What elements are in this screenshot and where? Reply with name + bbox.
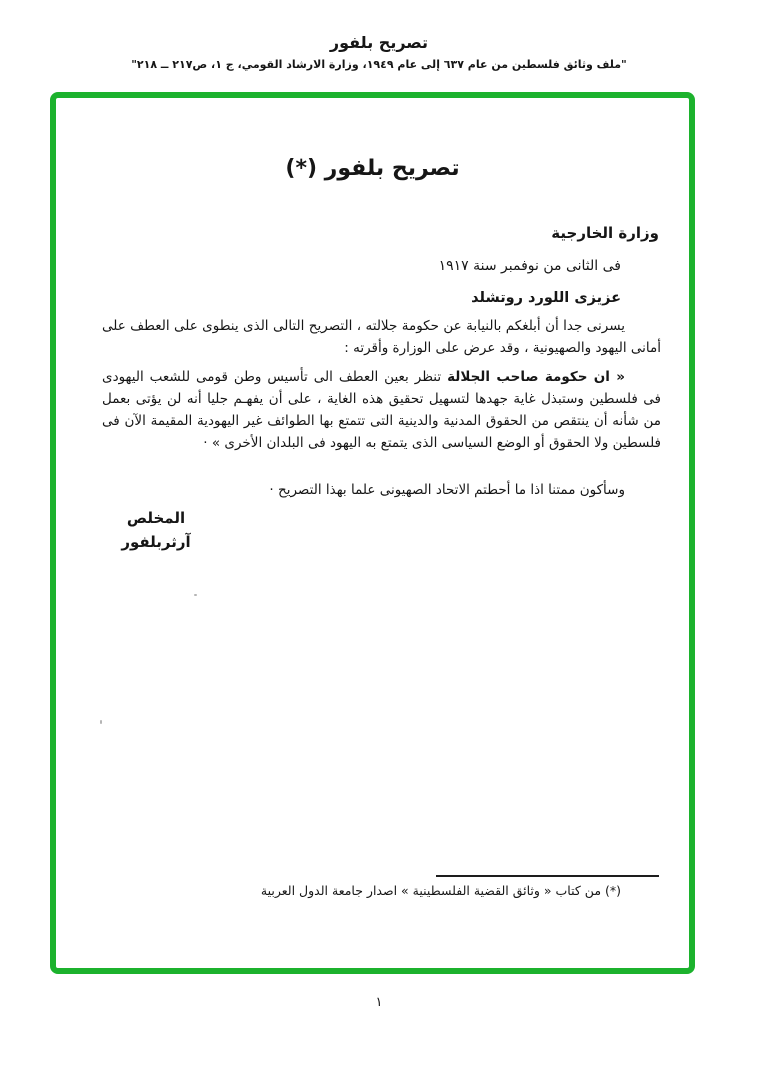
- salutation-line: عزيزى اللورد روتشلد: [471, 290, 621, 306]
- page-header-citation: "ملف وثائق فلسطين من عام ٦٣٧ إلى عام ١٩٤٩، وزارة الارشاد القومي، ج ١، ص٢١٧ ــ ٢١٨": [131, 58, 627, 71]
- page-header-title: تصريح بلفور: [329, 33, 429, 52]
- document-highlight-box: [50, 92, 695, 974]
- signature-label: المخلص: [126, 509, 186, 527]
- signature-block: [110, 506, 202, 554]
- page-number: ١: [375, 995, 383, 1010]
- ink-speck: [100, 720, 102, 724]
- ink-speck: [194, 594, 197, 596]
- date-line: فى الثانى من نوفمبر سنة ١٩١٧: [438, 258, 621, 274]
- footnote-divider: [436, 875, 659, 877]
- intro-paragraph: يسرنى جدا أن أبلغكم بالنيابة عن حكومة جلالته ، التصريح التالى الذى ينطوى على العطف على أمانى اليهود والصهيونية ، وقد عرض على الوزارة وأقرته :: [102, 318, 661, 356]
- document-title: تصريح بلفور (*): [285, 156, 460, 181]
- declaration-lead: « ان حكومة صاحب الجلالة: [447, 369, 626, 385]
- declaration-paragraph: [102, 366, 661, 454]
- signature-name: آرثربلفور: [121, 533, 191, 551]
- sender-line: وزارة الخارجية: [551, 224, 659, 242]
- footnote-text: (*) من كتاب « وثائق القضية الفلسطينية » اصدار جامعة الدول العربية: [260, 883, 621, 898]
- closing-line: وسأكون ممتنا اذا ما أحطتم الاتحاد الصهيونى علما بهذا التصريح ·: [269, 482, 625, 498]
- declaration-body: تنظر بعين العطف الى تأسيس وطن قومى للشعب اليهودى فى فلسطين وستبذل غاية جهدها لتسهيل تحقيق هذه الغاية ، على أن يفهـم جليا أنه لن يؤتى بعمل من شأنه أن ينتقص من الحقوق المدنية والدينية التى تتمتع بها الطوائف غير اليهودية المقيمة الآن فى فلسطين ولا الحقوق أو الوضع السياسى الذى يتمتع به اليهود فى البلدان الأخرى » ·: [102, 369, 661, 451]
